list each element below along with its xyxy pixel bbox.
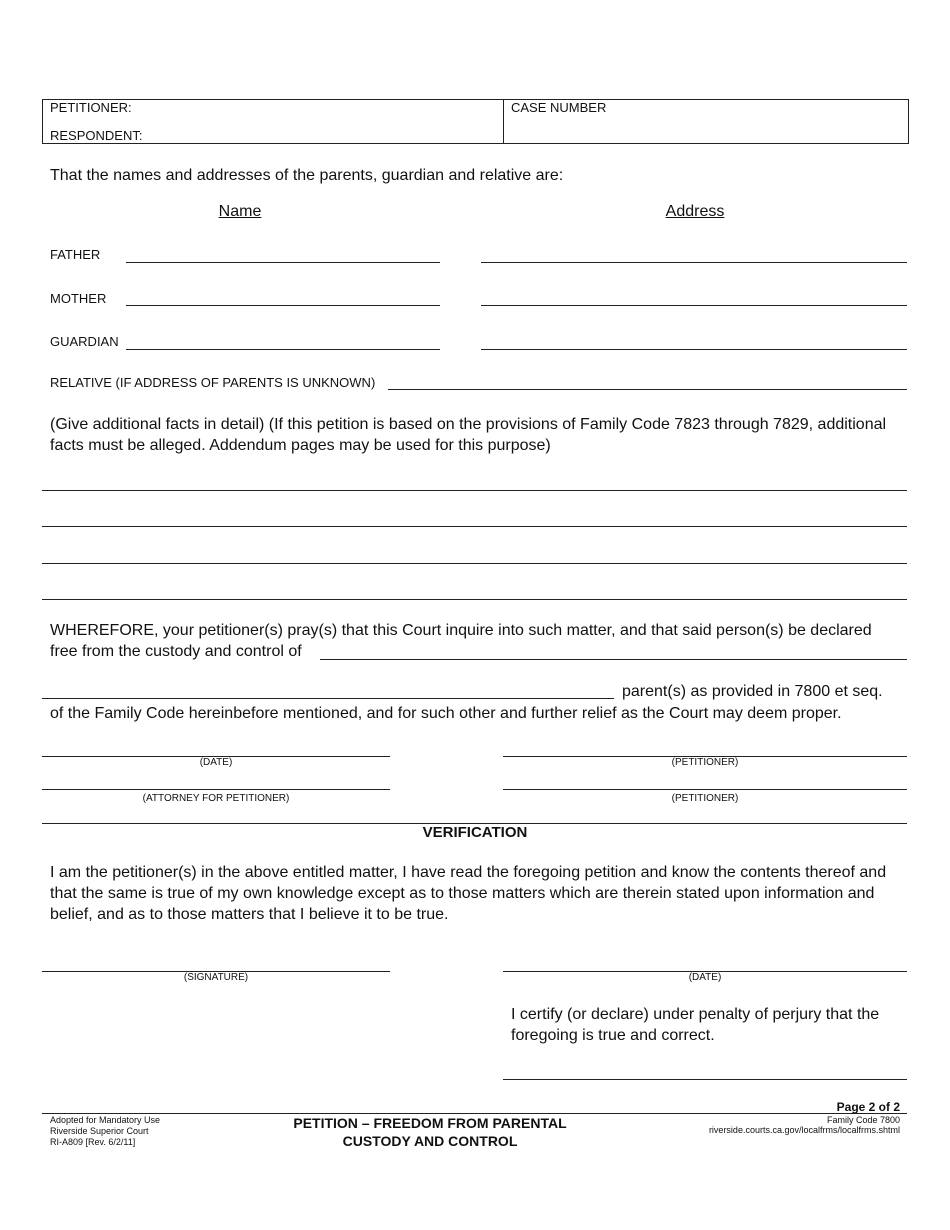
caption-divider (503, 99, 504, 143)
verification-date-field[interactable] (503, 953, 907, 972)
verification-line3: belief, and as to those matters that I believe it to be true. (50, 906, 449, 923)
petitioner-caption-2: (PETITIONER) (671, 793, 739, 804)
mother-name-field[interactable] (126, 287, 440, 306)
parents-field[interactable] (42, 680, 614, 699)
father-address-field[interactable] (481, 244, 907, 263)
footer-url: riverside.courts.ca.gov/localfrms/localfrms.shtml (708, 1125, 900, 1135)
respondent-field[interactable] (145, 126, 494, 142)
wherefore-line1: WHEREFORE, your petitioner(s) pray(s) that this Court inquire into such matter, and that said person(s) be declared (50, 622, 872, 639)
petitioner-caption-1: (PETITIONER) (671, 757, 739, 768)
facts-line-1[interactable] (42, 471, 907, 491)
verification-signature-field[interactable] (42, 953, 390, 972)
attorney-caption: (ATTORNEY FOR PETITIONER) (142, 793, 290, 804)
mother-label: MOTHER (50, 291, 107, 306)
footer-title-line1: PETITION – FREEDOM FROM PARENTAL (293, 1115, 567, 1131)
custody-of-field[interactable] (320, 641, 907, 660)
father-label: FATHER (50, 247, 101, 262)
wherefore-line2: free from the custody and control of (50, 643, 302, 660)
additional-facts-line1: (Give additional facts in detail) (If this petition is based on the provisions of Family Code 7823 through 7829, additional (50, 416, 887, 433)
case-number-label: CASE NUMBER (511, 100, 607, 115)
footer-court: Riverside Superior Court (50, 1126, 149, 1136)
guardian-name-field[interactable] (126, 331, 440, 350)
respondent-label: RESPONDENT: (50, 128, 143, 143)
attorney-signature[interactable] (42, 771, 390, 790)
verification-title: VERIFICATION (422, 824, 528, 841)
petitioner-signature-1[interactable] (503, 738, 907, 757)
verification-line1: I am the petitioner(s) in the above entitled matter, I have read the foregoing petition and know the contents thereof and (50, 864, 887, 881)
petitioner-label: PETITIONER: (50, 100, 132, 115)
wherefore-line3: parent(s) as provided in 7800 et seq. (622, 683, 883, 700)
wherefore-line4: of the Family Code hereinbefore mentioned, and for such other and further relief as the Court may deem proper. (50, 705, 842, 722)
footer-form-number: RI-A809 [Rev. 6/2/11] (50, 1137, 136, 1147)
father-name-field[interactable] (126, 244, 440, 263)
column-header-address: Address (665, 203, 725, 220)
signature-caption: (SIGNATURE) (183, 972, 249, 983)
certify-line2: foregoing is true and correct. (511, 1027, 715, 1044)
mother-address-field[interactable] (481, 287, 907, 306)
guardian-label: GUARDIAN (50, 334, 119, 349)
facts-line-4[interactable] (42, 580, 907, 600)
date-field[interactable] (42, 738, 390, 757)
verification-line2: that the same is true of my own knowledge except as to those matters which are therein stated upon information and (50, 885, 875, 902)
additional-facts-line2: facts must be alleged. Addendum pages may be used for this purpose) (50, 437, 551, 454)
column-header-name: Name (218, 203, 262, 220)
date-caption: (DATE) (199, 757, 233, 768)
relative-label: RELATIVE (IF ADDRESS OF PARENTS IS UNKNOWN) (50, 375, 376, 390)
facts-line-3[interactable] (42, 544, 907, 564)
certify-line1: I certify (or declare) under penalty of perjury that the (511, 1006, 880, 1023)
certify-signature-field[interactable] (503, 1060, 907, 1080)
footer-title-line2: CUSTODY AND CONTROL (342, 1133, 518, 1149)
intro-text: That the names and addresses of the parents, guardian and relative are: (50, 167, 564, 184)
relative-field[interactable] (388, 371, 907, 390)
case-number-field[interactable] (510, 118, 904, 140)
verification-date-caption: (DATE) (688, 972, 722, 983)
footer-rule (42, 1113, 907, 1114)
petitioner-field[interactable] (140, 100, 494, 118)
footer-page: Page 2 of 2 (836, 1100, 900, 1114)
footer-code: Family Code 7800 (826, 1115, 900, 1125)
footer-adopted: Adopted for Mandatory Use (50, 1115, 161, 1125)
facts-line-2[interactable] (42, 507, 907, 527)
guardian-address-field[interactable] (481, 331, 907, 350)
petitioner-signature-2[interactable] (503, 771, 907, 790)
